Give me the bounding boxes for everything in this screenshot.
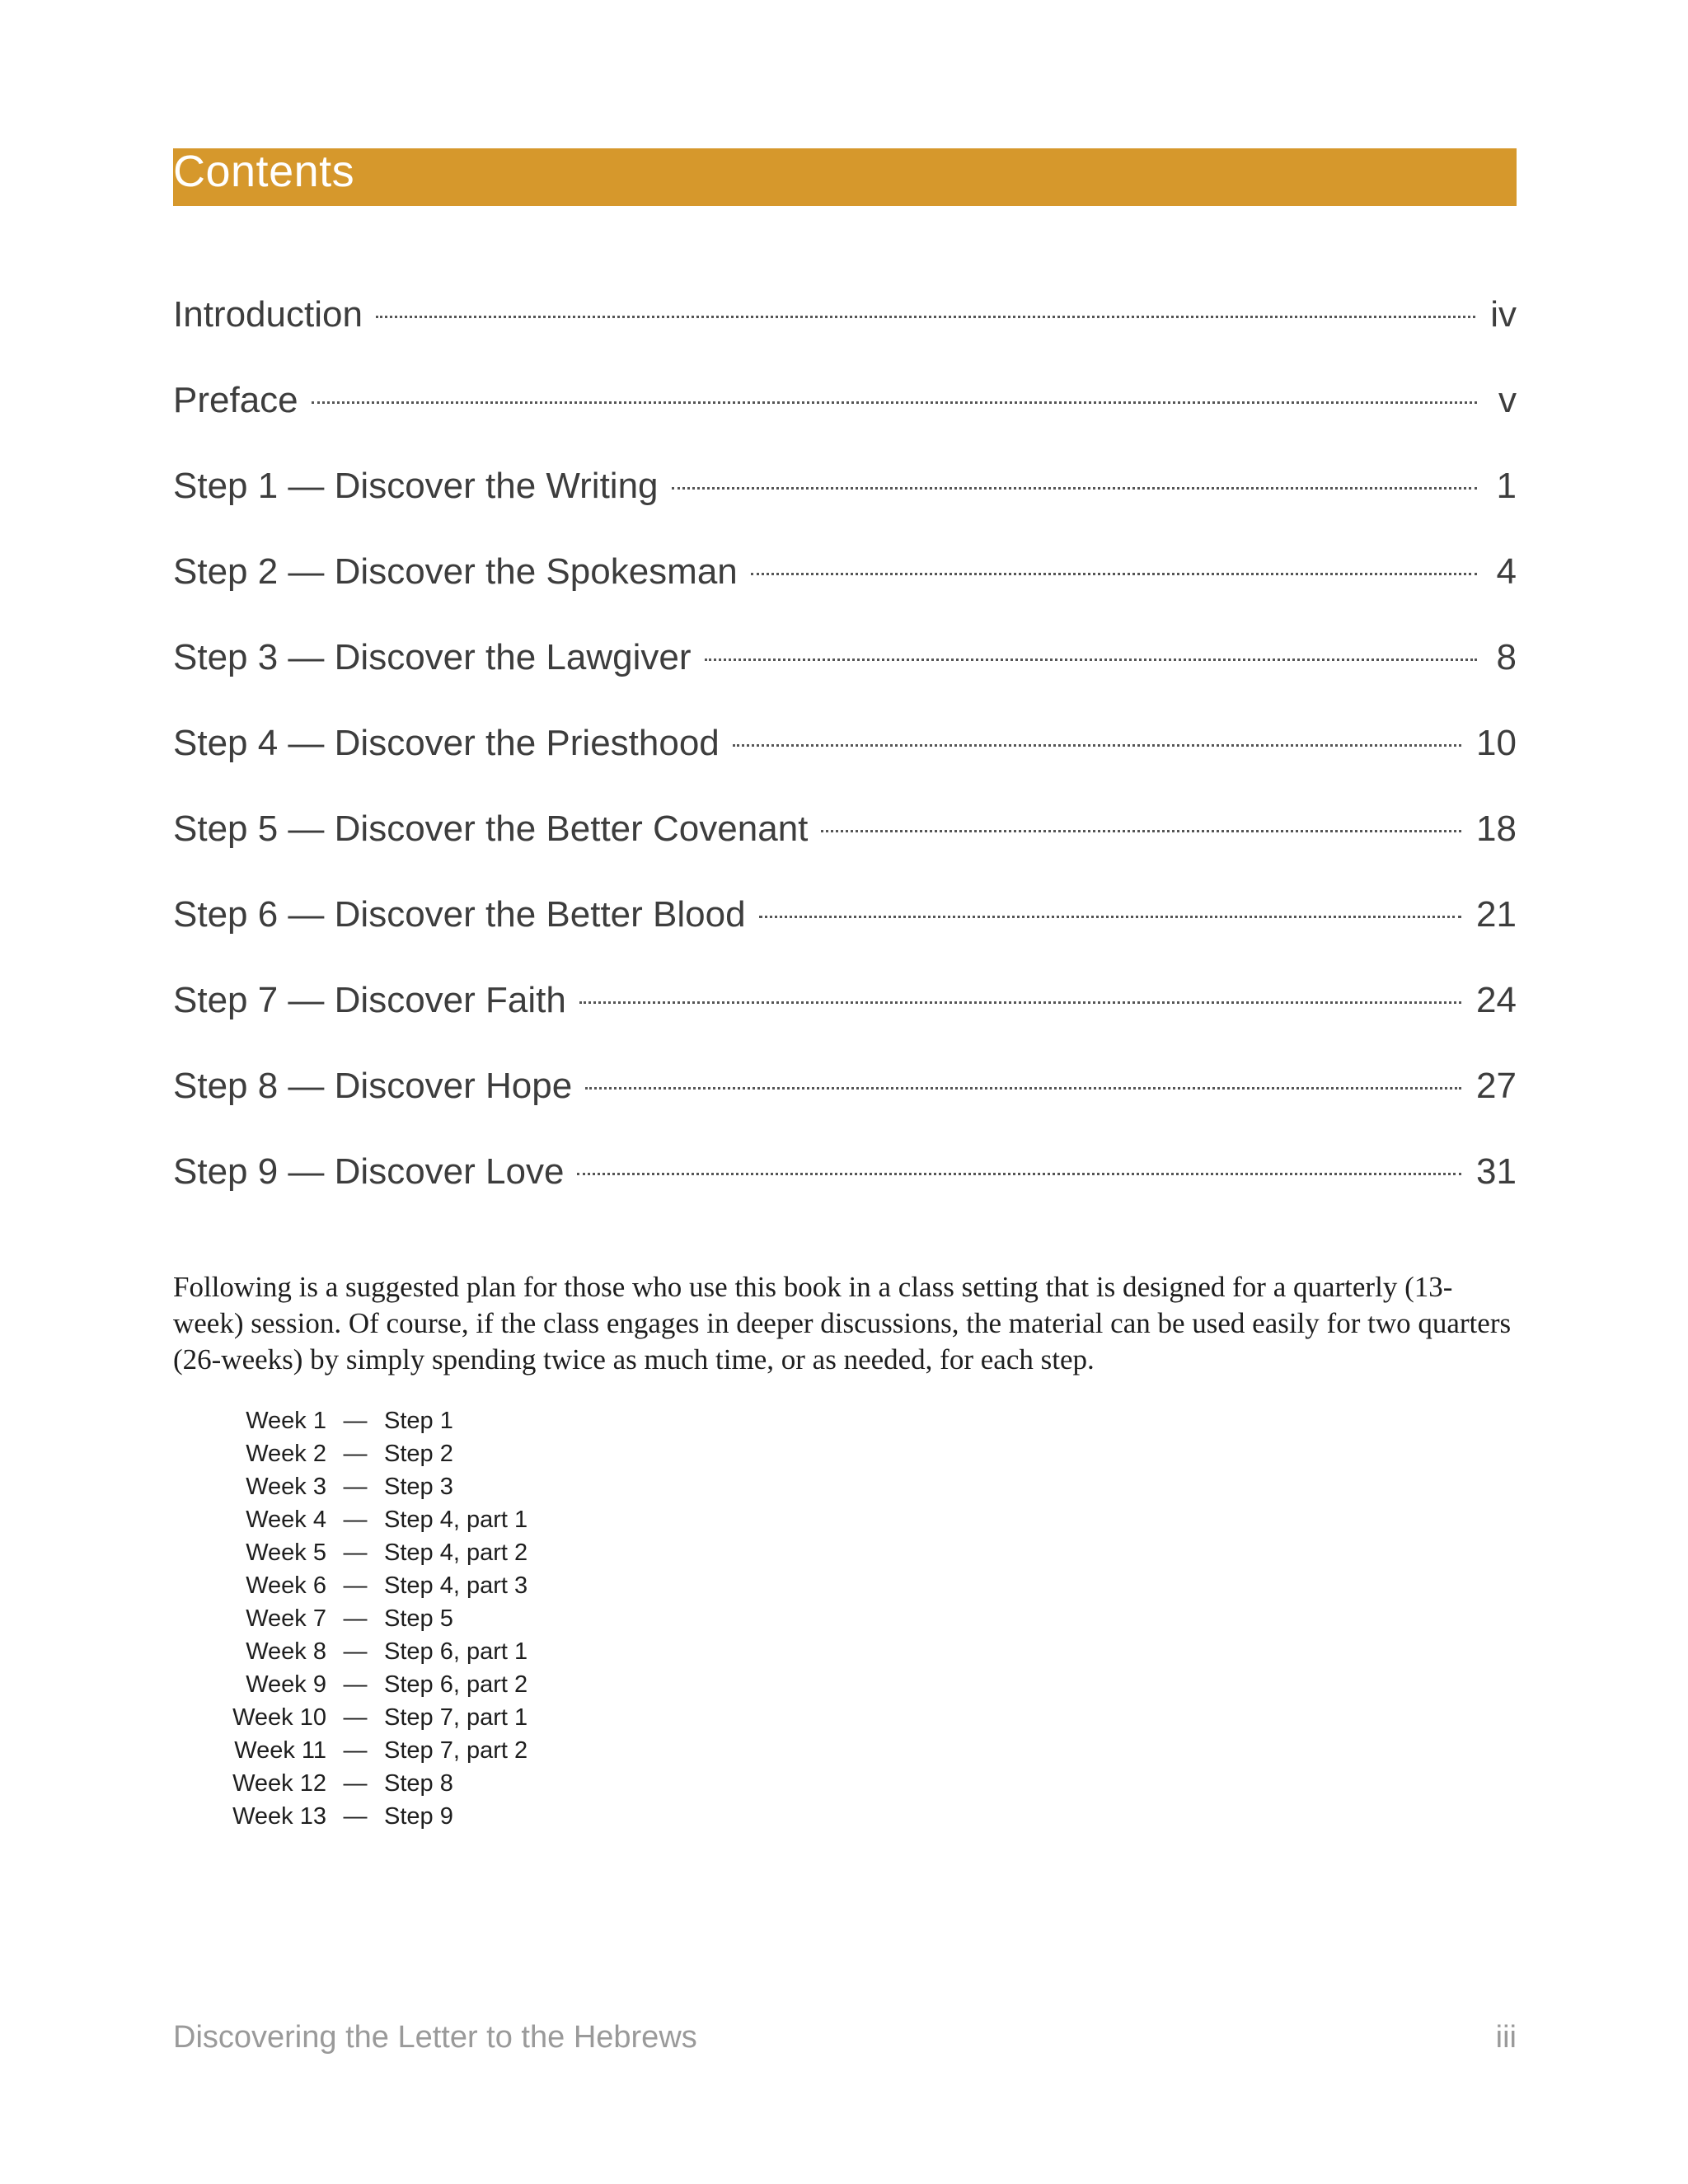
toc-entry-page: 1	[1496, 466, 1517, 506]
toc-entry-page: 10	[1476, 723, 1517, 763]
schedule-week: Week 6	[246, 1572, 326, 1599]
footer-page-number: iii	[1495, 2020, 1517, 2055]
table-of-contents	[173, 284, 1517, 1226]
toc-entry-label: Step 8 — Discover Hope	[173, 1066, 573, 1106]
toc-entry-page: 27	[1476, 1066, 1517, 1106]
schedule-row	[231, 1734, 528, 1767]
dot-leader	[579, 1001, 1461, 1004]
toc-entry[interactable]	[173, 284, 1517, 369]
toc-entry-page: 21	[1476, 894, 1517, 935]
dot-leader	[312, 401, 1477, 404]
schedule-separator: —	[343, 1474, 368, 1500]
toc-entry-label: Step 3 — Discover the Lawgiver	[173, 637, 692, 677]
schedule-step: Step 4, part 3	[384, 1572, 528, 1599]
toc-entry[interactable]	[173, 883, 1517, 969]
dot-leader	[733, 744, 1461, 747]
schedule-row	[231, 1569, 528, 1602]
schedule-week: Week 4	[246, 1507, 326, 1533]
toc-entry-page: 24	[1476, 980, 1517, 1020]
dot-leader	[577, 1173, 1461, 1175]
schedule-week: Week 11	[234, 1737, 326, 1764]
schedule-row	[231, 1404, 528, 1437]
toc-entry[interactable]	[173, 455, 1517, 541]
schedule-row	[231, 1800, 528, 1833]
schedule-week: Week 12	[232, 1770, 326, 1797]
toc-entry[interactable]	[173, 969, 1517, 1055]
schedule-separator: —	[343, 1803, 368, 1830]
schedule-separator: —	[343, 1638, 368, 1665]
schedule-week: Week 9	[246, 1671, 326, 1698]
footer-book-title: Discovering the Letter to the Hebrews	[173, 2020, 697, 2055]
toc-entry-label: Preface	[173, 380, 298, 420]
toc-entry-label: Step 4 — Discover the Priesthood	[173, 723, 720, 763]
schedule-week: Week 1	[246, 1408, 326, 1434]
schedule-week: Week 8	[246, 1638, 326, 1665]
schedule-separator: —	[343, 1737, 368, 1764]
schedule-week: Week 13	[232, 1803, 326, 1830]
contents-banner	[173, 148, 1517, 206]
toc-entry[interactable]	[173, 541, 1517, 626]
schedule-step: Step 6, part 1	[384, 1638, 528, 1665]
page-title: Contents	[173, 147, 355, 196]
toc-entry-page: 4	[1496, 551, 1517, 592]
schedule-week: Week 2	[246, 1441, 326, 1467]
schedule-separator: —	[343, 1408, 368, 1434]
schedule-separator: —	[343, 1540, 368, 1566]
schedule-row	[231, 1668, 528, 1701]
schedule-step: Step 3	[384, 1474, 453, 1500]
schedule-row	[231, 1503, 528, 1536]
dot-leader	[705, 658, 1477, 661]
study-plan-paragraph: Following is a suggested plan for those who use this book in a class setting that is designed for a quarterly (13-week) session. Of course, if the class engages in deeper discussions, the material can be used easily for two quarters (26-weeks) by simply spending twice as much time, or as needed, for each step.	[173, 1271, 1512, 1376]
toc-entry-label: Introduction	[173, 294, 363, 335]
toc-entry[interactable]	[173, 1141, 1517, 1226]
toc-entry[interactable]	[173, 798, 1517, 883]
dot-leader	[672, 487, 1477, 490]
schedule-row	[231, 1470, 528, 1503]
dot-leader	[376, 316, 1475, 318]
dot-leader	[759, 916, 1461, 918]
toc-entry[interactable]	[173, 712, 1517, 798]
toc-entry-label: Step 2 — Discover the Spokesman	[173, 551, 738, 592]
schedule-step: Step 4, part 1	[384, 1507, 528, 1533]
toc-entry-label: Step 9 — Discover Love	[173, 1151, 565, 1192]
schedule-separator: —	[343, 1770, 368, 1797]
toc-entry[interactable]	[173, 626, 1517, 712]
toc-entry-page: iv	[1490, 294, 1517, 335]
toc-entry-page: v	[1498, 380, 1517, 420]
toc-entry-label: Step 1 — Discover the Writing	[173, 466, 659, 506]
schedule-separator: —	[343, 1572, 368, 1599]
schedule-separator: —	[343, 1671, 368, 1698]
schedule-step: Step 9	[384, 1803, 453, 1830]
toc-entry-label: Step 5 — Discover the Better Covenant	[173, 808, 809, 849]
schedule-week: Week 3	[246, 1474, 326, 1500]
toc-entry-label: Step 7 — Discover Faith	[173, 980, 566, 1020]
schedule-step: Step 6, part 2	[384, 1671, 528, 1698]
schedule-step: Step 1	[384, 1408, 453, 1434]
schedule-row	[231, 1701, 528, 1734]
schedule-week: Week 10	[232, 1704, 326, 1731]
schedule-step: Step 8	[384, 1770, 453, 1797]
schedule-row	[231, 1635, 528, 1668]
toc-entry-page: 18	[1476, 808, 1517, 849]
toc-entry-label: Step 6 — Discover the Better Blood	[173, 894, 746, 935]
dot-leader	[751, 573, 1477, 575]
schedule-step: Step 5	[384, 1605, 453, 1632]
toc-entry-page: 8	[1496, 637, 1517, 677]
schedule-row	[231, 1536, 528, 1569]
schedule-row	[231, 1602, 528, 1635]
schedule-separator: —	[343, 1441, 368, 1467]
schedule-separator: —	[343, 1704, 368, 1731]
schedule-week: Week 5	[246, 1540, 326, 1566]
toc-entry[interactable]	[173, 1055, 1517, 1141]
schedule-separator: —	[343, 1605, 368, 1632]
schedule-step: Step 2	[384, 1441, 453, 1467]
dot-leader	[821, 830, 1461, 832]
schedule-step: Step 7, part 2	[384, 1737, 528, 1764]
schedule-step: Step 7, part 1	[384, 1704, 528, 1731]
toc-entry-page: 31	[1476, 1151, 1517, 1192]
weekly-schedule	[231, 1404, 528, 1833]
schedule-step: Step 4, part 2	[384, 1540, 528, 1566]
schedule-separator: —	[343, 1507, 368, 1533]
toc-entry[interactable]	[173, 369, 1517, 455]
dot-leader	[585, 1087, 1461, 1090]
schedule-week: Week 7	[246, 1605, 326, 1632]
schedule-row	[231, 1437, 528, 1470]
schedule-row	[231, 1767, 528, 1800]
